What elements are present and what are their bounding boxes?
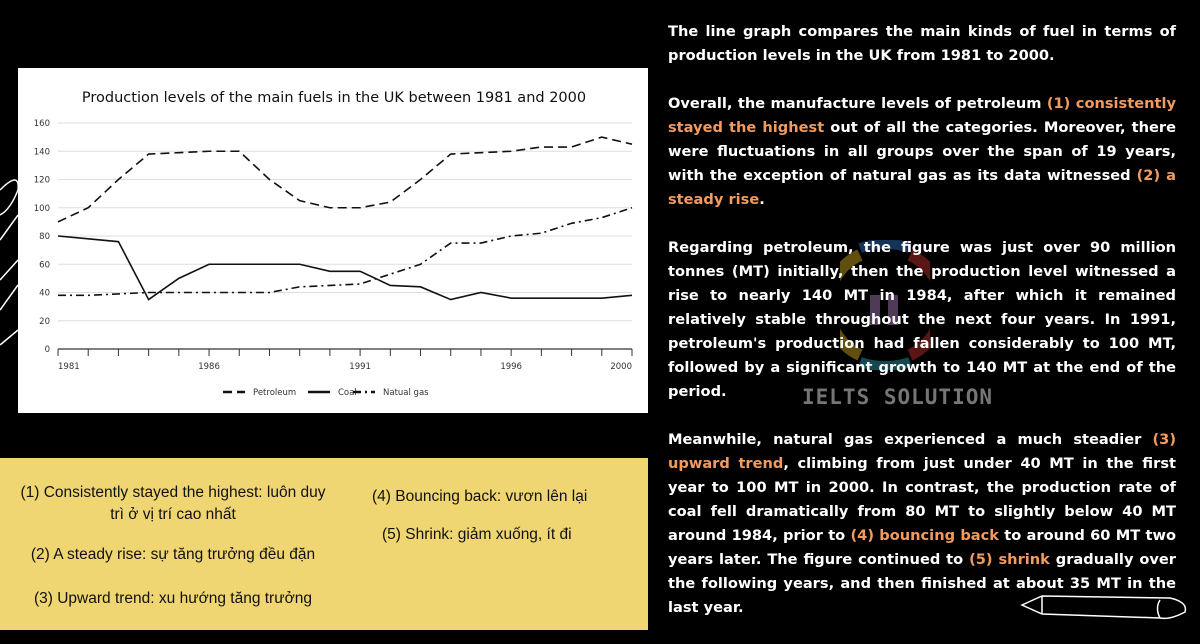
text: out of all the categories. Moreover, there were fluctuations in all groups over the span of 19 years, with the exception of natural gas as its data witnessed	[668, 119, 1177, 184]
glossary-item-4: (4) Bouncing back: vươn lên lại	[372, 488, 588, 505]
series-line-natual-gas	[58, 208, 632, 296]
highlight-2: (2) a steady rise	[668, 167, 1176, 208]
y-tick-label: 20	[39, 316, 50, 327]
text: Overall, the manufacture levels of petroleum	[668, 95, 1047, 112]
glossary-item-5: (5) Shrink: giảm xuống, ít đi	[382, 526, 572, 543]
x-tick-label: 1986	[198, 362, 220, 372]
chart-svg	[18, 68, 648, 413]
line-chart	[18, 68, 648, 413]
legend-label: Natual gas	[383, 388, 429, 398]
legend-label: Coal	[338, 388, 357, 398]
x-tick-label: 2000	[610, 362, 632, 372]
highlight-3: (3) upward trend	[668, 431, 1176, 472]
text: Meanwhile, natural gas experienced a much steadier	[668, 431, 1153, 448]
y-tick-label: 100	[33, 203, 50, 214]
text: , climbing from just under 40 MT in the first year to 100 MT in 2000. In contrast, the production rate of coal fell dramatically from 80 MT to slightly below 40 MT around 1984, prior to	[668, 455, 1176, 544]
glossary-item-3: (3) Upward trend: xu hướng tăng trưởng	[33, 590, 313, 607]
x-tick-label: 1991	[349, 362, 371, 372]
highlight-5: (5) shrink	[969, 551, 1050, 568]
text: gradually over the following years, and then finished at about 35 MT in the last year.	[668, 551, 1176, 616]
highlight-1: (1) consistently stayed the highest	[668, 95, 1176, 136]
essay-paragraph-intro: The line graph compares the main kinds of fuel in terms of production levels in the UK from 1981 to 2000.	[668, 23, 1176, 64]
glossary-item-2: (2) A steady rise: sự tăng trưởng đều đặn	[30, 546, 316, 563]
essay-paragraph-body-1: Regarding petroleum, the figure was just over 90 million tonnes (MT) initially, then the production level witnessed a rise to nearly 140 MT in 1984, after which it remained relatively stable throughout the next four years. In 1991, petroleum's production had fallen considerably to 100 MT, followed by a significant growth to 140 MT at the end of the period.	[668, 239, 1176, 400]
essay-text	[668, 20, 1176, 644]
x-tick-label: 1996	[500, 362, 522, 372]
y-tick-label: 140	[33, 147, 50, 158]
y-tick-label: 0	[44, 345, 50, 355]
vocabulary-glossary	[0, 458, 648, 630]
glossary-item-1: (1) Consistently stayed the highest: luôn duy trì ở vị trí cao nhất	[20, 484, 326, 523]
highlight-4: (4) bouncing back	[850, 527, 999, 544]
y-tick-label: 160	[33, 119, 50, 129]
text: to around 60 MT two years later. The figure continued to	[668, 527, 1176, 568]
x-tick-label: 1981	[58, 362, 80, 372]
text: .	[759, 191, 765, 208]
y-tick-label: 80	[39, 232, 50, 242]
pen-icon	[1020, 588, 1190, 623]
y-tick-label: 120	[33, 175, 50, 186]
legend-label: Petroleum	[253, 388, 297, 398]
series-line-coal	[58, 236, 632, 300]
watermark-text: IELTS SOLUTION	[802, 385, 994, 409]
chart-title: Production levels of the main fuels in the UK between 1981 and 2000	[81, 90, 587, 106]
essay-paragraph-overview	[668, 92, 1176, 212]
y-tick-label: 40	[39, 288, 50, 299]
y-tick-label: 60	[39, 260, 50, 271]
